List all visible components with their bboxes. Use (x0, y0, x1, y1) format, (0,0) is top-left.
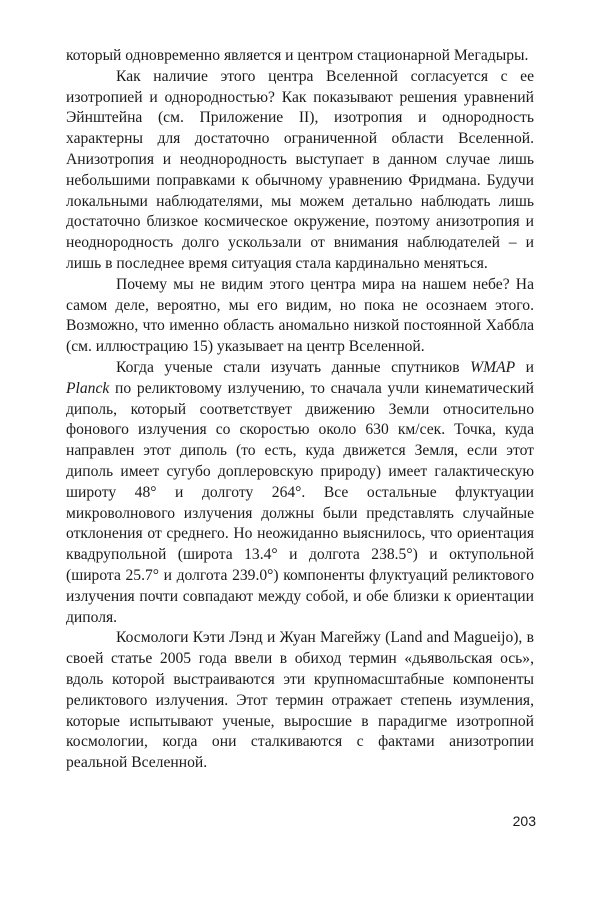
text-run: который одновременно является и центром стационарной Мегадыры. (66, 47, 529, 64)
text-run: Почему мы не видим этого центра мира на нашем небе? На самом деле, вероятно, мы его видим, но пока не осознаем этого. Возможно, что именно область аномально низкой постоянной Хаббла (см. иллюстрацию 15) указывает на центр Вселенной. (66, 275, 534, 356)
italic-term: WMAP (470, 358, 516, 376)
paragraph (66, 358, 534, 628)
italic-term: Planck (66, 379, 110, 397)
text-run: и (515, 358, 534, 376)
text-run: Как наличие этого центра Вселенной согласуется с ее изотропией и однородностью? Как показывают решения уравнений Эйнштейна (см. Приложение II), изотропия и однородность характерны для достаточно ограниченной области Вселенной. Анизотропия и неоднородность выступает в данном случае лишь небольшими поправками к обычному уравнению Фридмана. Будучи локальными наблюдателями, мы можем детально наблюдать лишь достаточно близкое космическое окружение, поэтому анизотропия и неоднородность долго ускользали от внимания наблюдателей – и лишь в последнее время ситуация стала кардинально меняться. (66, 67, 534, 272)
body-text (66, 46, 534, 774)
text-run: Когда ученые стали изучать данные спутников (116, 358, 471, 376)
paragraph (66, 67, 534, 275)
text-run: по реликтовому излучению, то сначала учли кинематический диполь, который соответствует движению Земли относительно фонового излучения со скоростью около 630 км/сек. Точка, куда направлен этот диполь (то есть, куда движется Земля, если этот диполь имеет сугубо доплеровскую природу) имеет галактическую широту 48° и долготу 264°. Все остальные флуктуации микроволнового излучения должны были представлять случайные отклонения от среднего. Но неожиданно выяснилось, что ориентация квадрупольной (широта 13.4° и долгота 238.5°) и октупольной (широта 25.7° и долгота 239.0°) компоненты флуктуаций реликтового излучения почти совпадают между собой, и обе близки к ориентации диполя. (66, 379, 534, 626)
paragraph (66, 46, 534, 67)
text-run: Космологи Кэти Лэнд и Жуан Магейжу (Land and Magueijo), в своей статье 2005 года ввели в обиход термин «дьявольская ось», вдоль которой выстраиваются эти крупномасштабные компоненты реликтового излучения. Этот термин отражает степень изумления, которые испытывают ученые, выросшие в парадигме изотропной космологии, когда они сталкиваются с фактами анизотропии реальной Вселенной. (66, 629, 534, 772)
page-number: 203 (512, 813, 536, 829)
paragraph (66, 275, 534, 358)
paragraph (66, 628, 534, 774)
